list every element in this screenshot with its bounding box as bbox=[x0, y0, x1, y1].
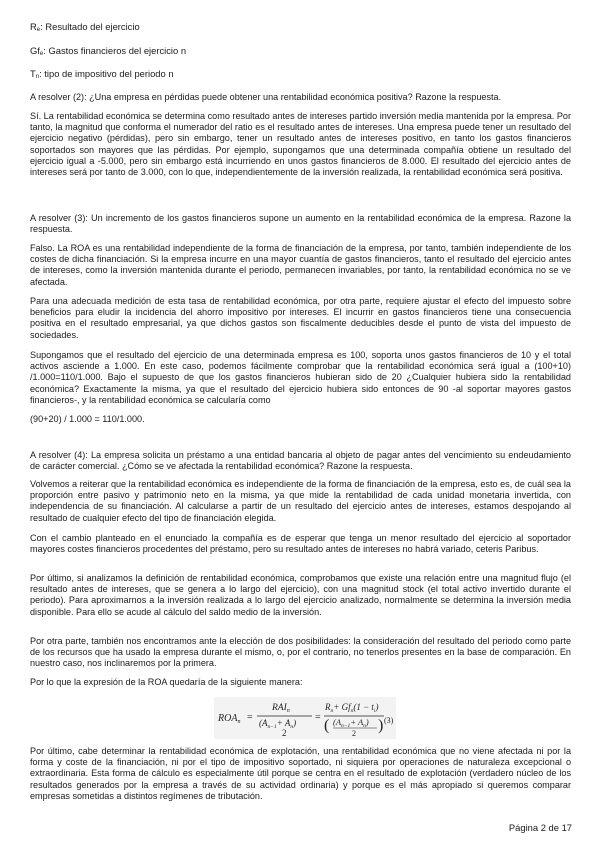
equation-lhs: $ROA_n$ bbox=[218, 713, 241, 725]
definition-result: $R_e$: Resultado del ejercicio bbox=[30, 21, 140, 33]
svg-text:=: = bbox=[247, 712, 253, 723]
answer-3-formula: (90+20) / 1.000 = 110/1.000. bbox=[30, 414, 145, 424]
equation-numerator-1: $RAI_n$ bbox=[272, 703, 290, 714]
question-3: A resolver (3): Un incremento de los gastos financieros supone un aumento en la rentabilidad económica de la empresa. Razone la respuesta. bbox=[30, 213, 571, 235]
equation-denominator-1-two: 2 bbox=[282, 728, 287, 738]
equation-numerator-2: $R_n+ Gf_n(1 - t_i)$ bbox=[325, 702, 379, 714]
definitions-list bbox=[30, 17, 186, 88]
answer-3-paragraph-3: Supongamos que el resultado del ejercicio de una determinada empresa es 100, soporta unos gastos financieros de 10 y el total activos asciende a 1.000. En este caso, podemos fácilmente comprobar que la rentabilidad económica será igual a (100+10) /1.000=110/1.000. Bajo el supuesto de que los gastos financieros hubieran sido de 20 ¿Cualquier hubiera sido la rentabilidad económica? Exactamente la misma, ya que el resultado del ejercicio hubiera sido entonces de 90 -al soportar mayores gastos financieros-, y la rentabilidad económica se calcularía como bbox=[30, 350, 571, 405]
answer-4-paragraph-4: Por otra parte, también nos encontramos ante la elección de dos posibilidades: la consideración del resultado del periodo como parte de los recursos que ha usado la empresa durante el mismo, o, por el contrario, no tenerlos presentes en la base de comparación. En nuestro caso, nos inclinaremos por la primera. bbox=[30, 636, 571, 669]
question-2: A resolver (2): ¿Una empresa en pérdidas puede obtener una rentabilidad económica positiva? Razone la respuesta. bbox=[30, 92, 502, 102]
closing-paragraph: Por último, cabe determinar la rentabilidad económica de explotación, una rentabilidad económica que no viene afectada ni por la forma y coste de la financiación, ni por el tipo de impositivo soportado, ni siquiera por operaciones de naturaleza excepcional o extraordinaria. Esta forma de cálculo es especialmente útil porque se centra en el resultado de explotación (verdadero núcleo de los resultados generados por la empresa a través de su actividad ordinaria) y porque es el más apropiado si queremos comparar empresas sometidas a distintos regímenes de tributación. bbox=[30, 746, 571, 801]
answer-4-paragraph-2: Con el cambio planteado en el enunciado la compañía es de esperar que tenga un menor resultado del ejercicio al soportador mayores costes financieros procedentes del préstamo, pero su resultado antes de intereses no habrá variado, ceteris Paribus. bbox=[30, 533, 571, 555]
equation-intro: Por lo que la expresión de la ROA quedaría de la siguiente manera: bbox=[30, 677, 303, 687]
definition-tax-rate: $T_n$: tipo de impositivo del periodo n bbox=[30, 68, 174, 80]
svg-text:=: = bbox=[315, 712, 321, 723]
page-number: Página 2 de 17 bbox=[508, 822, 572, 833]
equation-denominator-2-two: 2 bbox=[352, 729, 356, 738]
answer-3-paragraph-1: Falso. La ROA es una rentabilidad independiente de la forma de financiación de la empresa, por tanto, también independiente de los costes de dicha financiación. Si la empresa incurre en una mayor cuantía de gastos financieros, tanto el resultado del ejercicio antes de intereses, como la inversión mantenida durante el periodo, permanecen invariables, por tanto, la rentabilidad económica no se ve afectada. bbox=[30, 243, 571, 287]
svg-text:(: ( bbox=[324, 717, 330, 734]
equation-denominator-1: $(A_{n-1}+ A_n)$ bbox=[259, 718, 297, 730]
equation-number: (3) bbox=[384, 716, 394, 725]
answer-3-paragraph-2: Para una adecuada medición de esta tasa de rentabilidad económica, por otra parte, requiere ajustar el efecto del impuesto sobre beneficios para eludir la incidencia del ahorro impositivo por intereses. El incurrir en gastos financieros tiene una consecuencia positiva en el resultado empresarial, ya que dichos gastos son fiscalmente deducibles desde el punto de vista del impuesto de sociedades. bbox=[30, 296, 571, 340]
definition-financial-costs: $Gf_e$: Gastos financieros del ejercicio n bbox=[30, 44, 187, 57]
answer-4-paragraph-1: Volvemos a reiterar que la rentabilidad económica es independiente de la forma de financiación de la empresa, esto es, de cuál sea la proporción entre pasivo y patrimonio neto en la misma, ya que mide la rentabilidad de cada unidad monetaria invertida, con independencia de su financiación. Al calcularse a partir de un resultado del ejercicio antes de intereses, estamos despojando al resultado de cualquier efecto del tipo de financiación elegida. bbox=[30, 479, 571, 523]
svg-text:): ) bbox=[378, 717, 384, 734]
equation-denominator-2: $(A_{n-1}+ A_n)$ bbox=[333, 717, 369, 729]
answer-2: Sí. La rentabilidad económica se determina como resultado antes de intereses partido inversión media mantenida por la empresa. Por tanto, la magnitud que conforma el numerador del ratio es el resultado antes de intereses. Una empresa puede tener un resultado del ejercicio negativo (pérdidas), pero sin embargo, tener un resultado antes de intereses positivo, en tanto los gastos financieros soportados son mayores que las pérdidas. Por ejemplo, supongamos que una determinada compañía obtiene un resultado del ejercicio igual a -5.000, pero sin embargo está incurriendo en unos gastos financieros de 8.000. El resultado del ejercicio antes de intereses será por tanto de 3.000, con lo que, independientemente de la inversión realizada, la rentabilidad económica será positiva. bbox=[30, 111, 571, 178]
question-4: A resolver (4): La empresa solicita un préstamo a una entidad bancaria al objeto de pagar antes del vencimiento su endeudamiento de carácter comercial. ¿Cómo se ve afectada la rentabilidad económica? Razone la respuesta. bbox=[30, 450, 571, 472]
answer-4-paragraph-3: Por último, si analizamos la definición de rentabilidad económica, comprobamos que existe una relación entre una magnitud flujo (el resultado antes de intereses, que se genera a lo largo del ejercicio), con una magnitud stock (el total activo invertido durante el periodo). Para aproximarnos a la inversión realizada a lo largo del ejercicio analizado, normalmente se determina la inversión media disponible. Para ello se acude al cálculo del saldo medio de la inversión. bbox=[30, 573, 571, 617]
roa-equation-image bbox=[214, 697, 396, 739]
